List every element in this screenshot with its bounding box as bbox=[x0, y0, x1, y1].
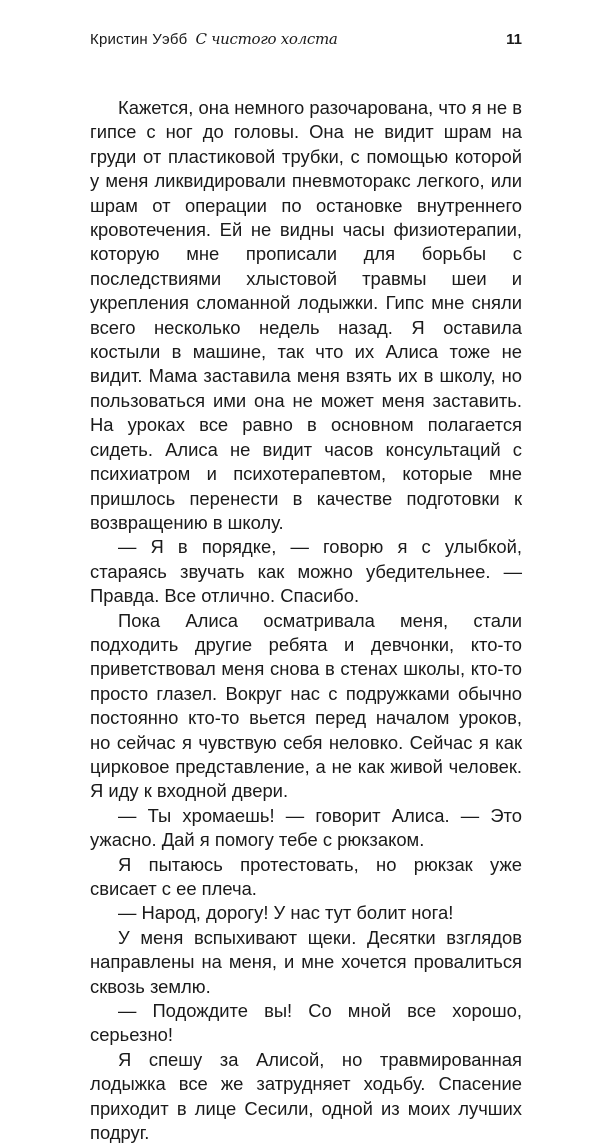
book-title: С чистого холста bbox=[195, 30, 338, 48]
paragraph: — Ты хромаешь! — говорит Алиса. — Это ужасно. Дай я помогу тебе с рюкзаком. bbox=[90, 804, 522, 851]
paragraph: Пока Алиса осматривала меня, стали подходить другие ребята и девчонки, кто-то приветствовал меня снова в стенах школы, кто-то просто глазел. Вокруг нас с подружками обычно постоянно кто-то вьется перед началом уроков, но сейчас я чувствую себя неловко. Сейчас я как цирковое представление, а не как живой человек. Я иду к входной двери. bbox=[90, 609, 522, 802]
page-number: 11 bbox=[506, 31, 522, 48]
author-name: Кристин Уэбб bbox=[90, 31, 188, 48]
paragraph: Кажется, она немного разочарована, что я не в гипсе с ног до головы. Она не видит шрам на груди от пластиковой трубки, с помощью которой у меня ликвидировали пневмоторакс легкого, или шрам от операции по остановке внутреннего кровотечения. Ей не видны часы физиотерапии, которую мне прописали для борьбы с последствиями хлыстовой травмы шеи и укрепления сломанной лодыжки. Гипс мне сняли всего несколько недель назад. Я оставила костыли в машине, так что их Алиса тоже не видит. Мама заставила меня взять их в школу, но пользоваться ими она не может меня заставить. На уроках все равно в основном полагается сидеть. Алиса не видит часов консультаций с психиатром и психотерапевтом, которые мне пришлось перенести в качестве подготовки к возвращению в школу. bbox=[90, 97, 522, 533]
paragraph: Я пытаюсь протестовать, но рюкзак уже свисает с ее плеча. bbox=[90, 853, 522, 899]
running-header bbox=[90, 30, 522, 60]
page-body bbox=[90, 96, 522, 1145]
paragraph: Я спешу за Алисой, но травмированная лодыжка все же затрудняет ходьбу. Спасение приходит в лице Сесили, одной из моих лучших подруг. bbox=[90, 1048, 522, 1144]
paragraph: У меня вспыхивают щеки. Десятки взглядов направлены на меня, и мне хочется провалиться сквозь землю. bbox=[90, 926, 522, 997]
paragraph: — Народ, дорогу! У нас тут болит нога! bbox=[118, 902, 454, 924]
paragraph: — Подождите вы! Со мной все хорошо, серьезно! bbox=[90, 1000, 522, 1046]
paragraph: — Я в порядке, — говорю я с улыбкой, стараясь звучать как можно убедительнее. — Правда. Все отлично. Спасибо. bbox=[90, 536, 522, 607]
